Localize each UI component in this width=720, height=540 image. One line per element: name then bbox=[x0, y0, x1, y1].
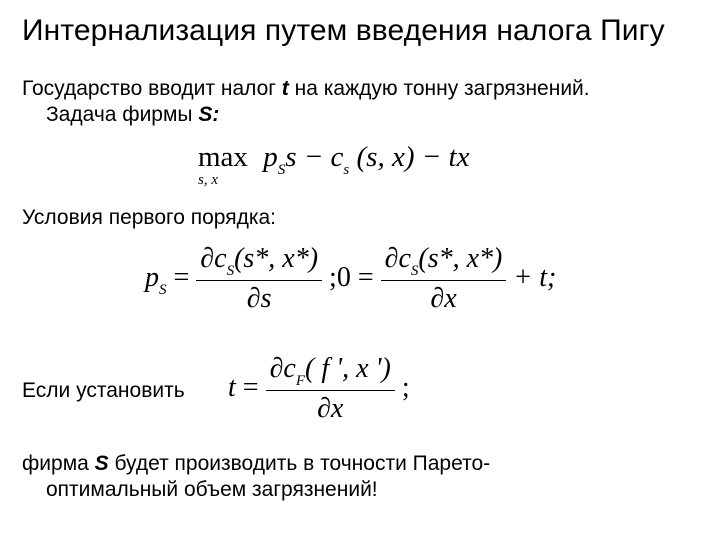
objective-body bbox=[255, 141, 470, 178]
if-set-label: Если установить bbox=[22, 379, 185, 402]
foc-equals: = bbox=[173, 261, 190, 293]
firm-task-text: Задача фирмы bbox=[46, 103, 199, 126]
pigou-tax-formula bbox=[228, 352, 410, 427]
tax-formula-tail: ; bbox=[401, 371, 410, 403]
tax-intro-text-after: на каждую тонну загрязнений. bbox=[288, 77, 590, 100]
objective-body-part1: s − c bbox=[285, 141, 344, 173]
max-subscript: s, x bbox=[198, 172, 218, 188]
tax-fraction-denominator: ∂x bbox=[317, 393, 344, 424]
tax-fraction-num-pre: ∂c bbox=[269, 353, 296, 384]
conclusion-paragraph bbox=[22, 451, 490, 503]
price-subscript: S bbox=[277, 162, 286, 178]
foc-fraction-s-numerator bbox=[196, 242, 322, 281]
tax-fraction-num-post: ( f ', x ') bbox=[305, 353, 391, 384]
foc-fraction-s-num-post: (s*, x*) bbox=[234, 243, 319, 274]
firm-variable: S: bbox=[198, 103, 220, 126]
foc-fraction-x-numerator bbox=[381, 242, 507, 281]
cost-subscript: s bbox=[343, 162, 350, 178]
max-operator bbox=[198, 140, 248, 186]
foc-fraction-s-denominator: ∂s bbox=[246, 283, 272, 314]
foc-price-symbol: p bbox=[145, 261, 159, 293]
tax-intro-text-before: Государство вводит налог bbox=[22, 77, 282, 100]
first-order-label: Условия первого порядка: bbox=[22, 206, 277, 229]
slide-title: Интернализация путем введения налога Пигу bbox=[22, 14, 665, 47]
foc-fraction-x-num-sub: S bbox=[410, 263, 419, 279]
objective-formula bbox=[198, 140, 470, 186]
tax-intro-paragraph bbox=[22, 76, 590, 128]
objective-body-part2: (s, x) − tx bbox=[356, 141, 470, 173]
firm-task-line bbox=[22, 102, 590, 128]
foc-fraction-x-num-post: (s*, x*) bbox=[418, 243, 503, 274]
conclusion-text-line2: оптимальный объем загрязнений! bbox=[46, 478, 378, 501]
tax-fraction-numerator bbox=[266, 352, 395, 391]
foc-tail: + t; bbox=[513, 261, 557, 293]
foc-fraction-x-denominator: ∂x bbox=[430, 283, 457, 314]
foc-separator: ;0 = bbox=[329, 261, 374, 293]
price-symbol: p bbox=[263, 141, 278, 173]
tax-formula-lhs: t bbox=[228, 371, 236, 403]
foc-fraction-s-num-pre: ∂c bbox=[200, 243, 227, 274]
foc-price-subscript: S bbox=[159, 281, 167, 298]
conclusion-text-before: фирма bbox=[22, 452, 95, 475]
first-order-formula bbox=[145, 242, 556, 317]
tax-fraction bbox=[266, 352, 395, 427]
foc-fraction-x-num-pre: ∂c bbox=[384, 243, 411, 274]
tax-variable: t bbox=[281, 77, 289, 100]
tax-fraction-num-sub: F bbox=[295, 373, 306, 389]
tax-formula-equals: = bbox=[242, 371, 259, 403]
conclusion-firm-variable: S bbox=[94, 452, 109, 475]
foc-fraction-s-num-sub: S bbox=[226, 263, 235, 279]
conclusion-text-line1: будет производить в точности Парето- bbox=[108, 452, 491, 475]
max-word: max bbox=[198, 141, 248, 173]
foc-fraction-s bbox=[196, 242, 322, 317]
foc-fraction-x bbox=[381, 242, 507, 317]
